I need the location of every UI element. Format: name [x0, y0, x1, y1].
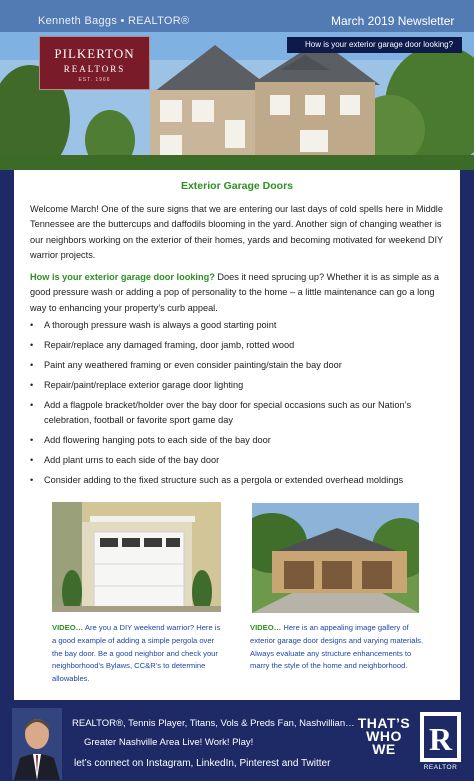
list-item: • Consider adding to the fixed structure such as a pergola or extended overhead moldings	[30, 473, 450, 488]
agent-name-line: Kenneth Baggs • REALTOR®	[38, 15, 190, 27]
pergola-garage-video-thumbnail[interactable]	[52, 502, 221, 612]
video-text-2: Here is an appealing image gallery of exterior garage door designs and varying materials. Always evaluate any structure enhancements to marry the style of the home and neighborhood.	[250, 623, 424, 671]
article-body	[14, 170, 460, 700]
question-paragraph	[30, 270, 450, 316]
realtor-r-icon	[420, 712, 461, 762]
agent-photo	[12, 708, 62, 780]
garage-gallery-image	[252, 503, 419, 613]
video-label-2[interactable]: VIDEO…	[250, 623, 282, 632]
pergola-garage-image	[52, 502, 221, 612]
footer-area: Greater Nashville Area Live! Work! Play!	[84, 737, 254, 748]
newsletter-title: March 2019 Newsletter	[331, 14, 455, 28]
realtor-wordmark: REALTOR	[423, 764, 458, 771]
footer-social[interactable]: let’s connect on Instagram, LinkedIn, Pinterest and Twitter	[74, 758, 331, 769]
article-title: Exterior Garage Doors	[180, 180, 294, 192]
pilkerton-logo[interactable]	[39, 36, 150, 90]
video-text-1: Are you a DIY weekend warrior? Here is a good example of adding a simple pergola over the bay door. Be a good neighbor and check your neighborhood’s Bylaws, CC&R’s to determine allowables.	[52, 623, 221, 684]
video-label-1[interactable]: VIDEO…	[52, 623, 84, 632]
logo-est: EST. 1966	[78, 77, 111, 83]
header-banner	[0, 0, 474, 170]
realtor-r-letter: R	[428, 721, 453, 757]
logo-sub: REALTORS	[63, 64, 126, 74]
list-item: • Repair/paint/replace exterior garage door lighting	[30, 378, 450, 393]
list-item: • Add plant urns to each side of the bay door	[30, 453, 450, 468]
list-item: • Paint any weathered framing or even consider painting/stain the bay door	[30, 358, 450, 373]
intro-paragraph: Welcome March! One of the sure signs that we are entering our last days of cold spells here in Middle Tennessee are the buttercups and daffodils blooming in the yard. Another sign of changing weather is our neighbors working on the exterior of their homes, yards and becoming motivated for weekend DIY warrior projects.	[30, 204, 443, 261]
question-rest: Does it need sprucing up? Whether it is as simple as a good pressure wash or adding a pop of personality to the home – a little maintenance can go a long way to enhancing your property’s curb appeal.	[30, 272, 439, 313]
video-caption-1[interactable]	[52, 622, 222, 686]
garage-gallery-video-thumbnail[interactable]	[252, 503, 419, 613]
list-item: • Add flowering hanging pots to each side of the bay door	[30, 433, 450, 448]
list-item: • A thorough pressure wash is always a good starting point	[30, 318, 450, 333]
tips-list	[30, 318, 450, 493]
question-highlight: How is your exterior garage door looking?	[30, 272, 215, 282]
footer	[0, 700, 474, 781]
header-subtitle: How is your exterior garage door looking?	[287, 37, 462, 53]
thats-who-we-r-badge: THAT’S WHO WE	[357, 715, 411, 757]
video-caption-2[interactable]	[250, 622, 426, 673]
footer-bio: REALTOR®, Tennis Player, Titans, Vols & Preds Fan, Nashvillian…	[72, 718, 355, 729]
list-item: • Add a flagpole bracket/holder over the bay door for special occasions such as our Nation’s celebration, football or favorite sport game day	[30, 398, 450, 428]
list-item: • Repair/replace any damaged framing, door jamb, rotted wood	[30, 338, 450, 353]
logo-name: PILKERTON	[54, 46, 135, 61]
